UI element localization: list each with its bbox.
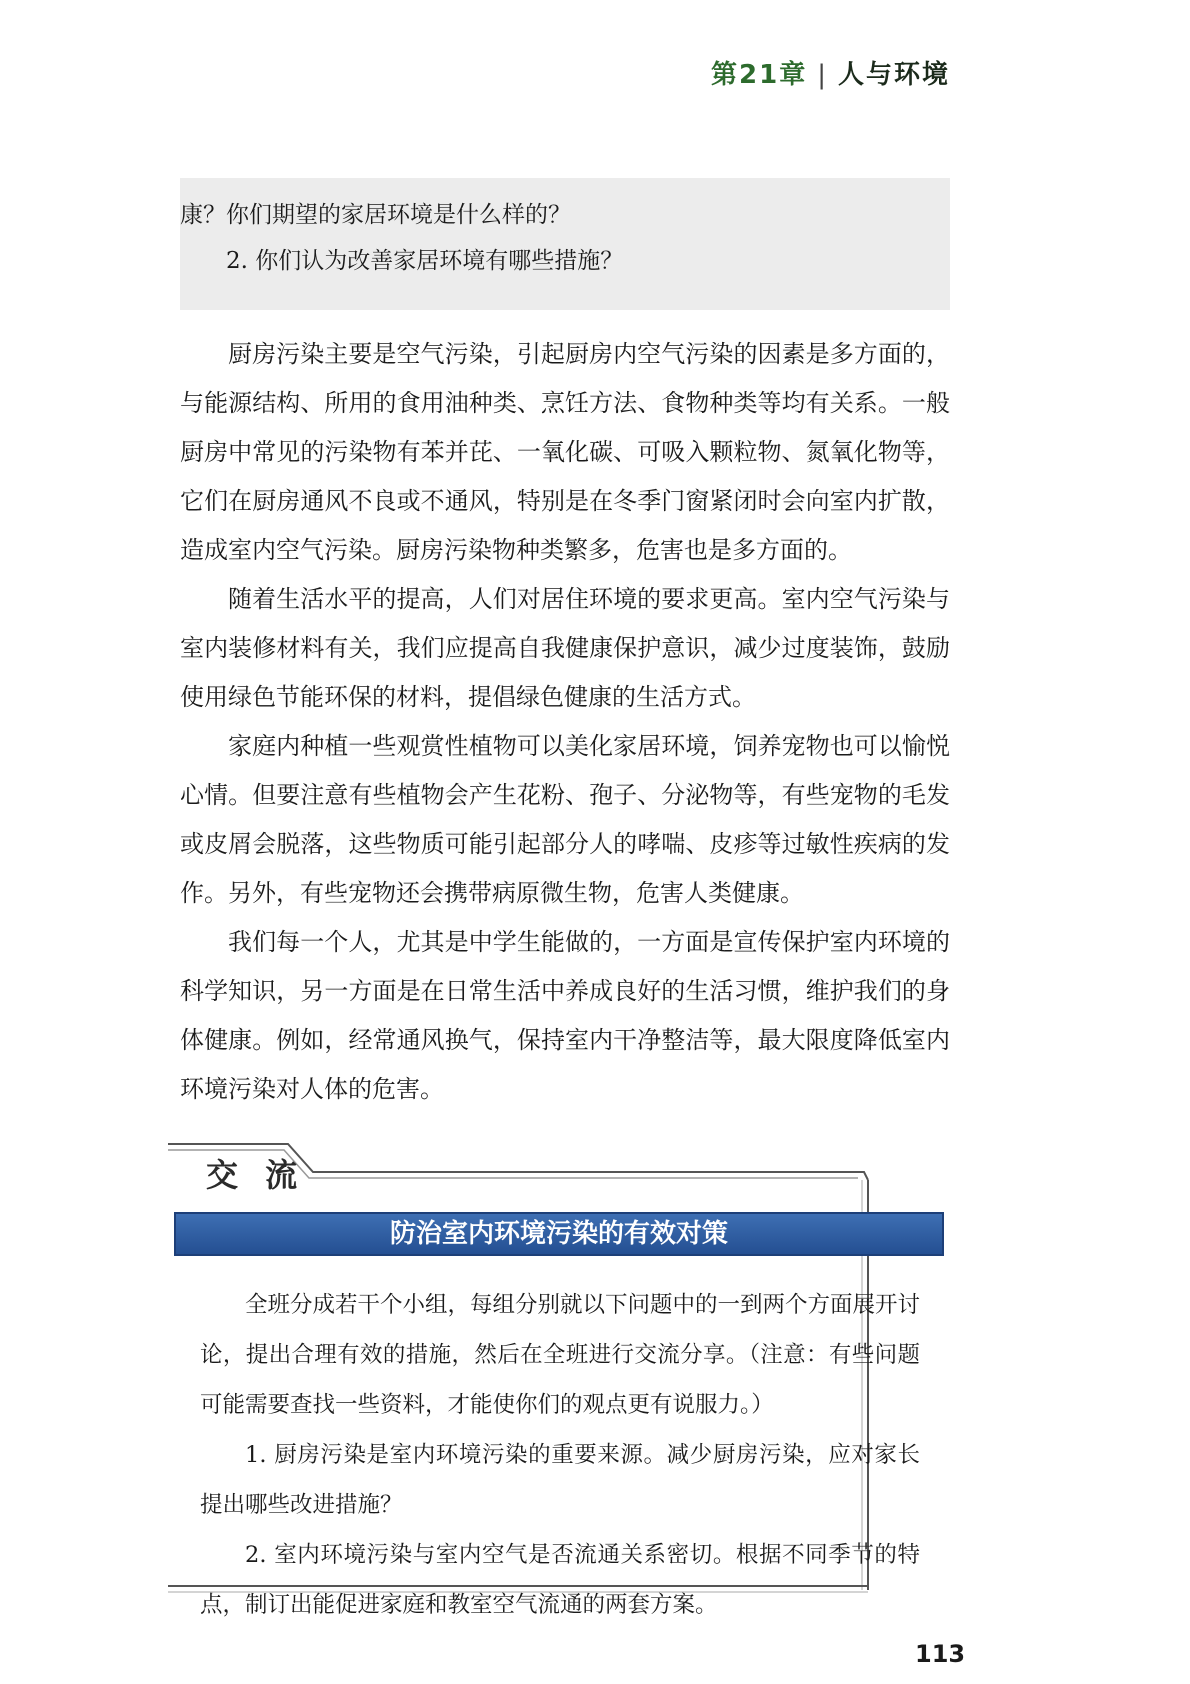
paragraph-living-standard: 随着生活水平的提高，人们对居住环境的要求更高。室内空气污染与室内装修材料有关，我们应提高自我健康保护意识，减少过度装饰，鼓励使用绿色节能环保的材料，提倡绿色健康的生活方式。 — [180, 585, 950, 711]
exchange-text — [200, 1280, 920, 1630]
chapter-number: 第21章 — [711, 60, 808, 90]
paragraph-kitchen-pollution: 厨房污染主要是空气污染，引起厨房内空气污染的因素是多方面的，与能源结构、所用的食用油种类、烹饪方法、食物种类等均有关系。一般厨房中常见的污染物有苯并芘、一氧化碳、可吸入颗粒物、氮氧化物等，它们在厨房通风不良或不通风，特别是在冬季门窗紧闭时会向室内扩散，造成室内空气污染。厨房污染物种类繁多，危害也是多方面的。 — [180, 340, 950, 564]
exchange-item-2: 2. 室内环境污染与室内空气是否流通关系密切。根据不同季节的特点，制订出能促进家庭和教室空气流通的两套方案。 — [200, 1542, 920, 1618]
chapter-title: 人与环境 — [837, 60, 950, 90]
body-text — [180, 330, 950, 1114]
paragraph-plants-pets: 家庭内种植一些观赏性植物可以美化家居环境，饲养宠物也可以愉悦心情。但要注意有些植物会产生花粉、孢子、分泌物等，有些宠物的毛发或皮屑会脱落，这些物质可能引起部分人的哮喘、皮疹等过敏性疾病的发作。另外，有些宠物还会携带病原微生物，危害人类健康。 — [180, 732, 950, 907]
chapter-header — [711, 54, 950, 91]
exchange-intro: 全班分成若干个小组，每组分别就以下问题中的一到两个方面展开讨论，提出合理有效的措施，然后在全班进行交流分享。（注意：有些问题可能需要查找一些资料，才能使你们的观点更有说服力。） — [200, 1292, 921, 1418]
header-separator: | — [817, 60, 828, 90]
question-line-2: 2. 你们认为改善家居环境有哪些措施？ — [226, 248, 624, 274]
activity-banner-title: 防治室内环境污染的有效对策 — [389, 1219, 728, 1249]
page-number: 113 — [915, 1640, 966, 1668]
exchange-item-1: 1. 厨房污染是室内环境污染的重要来源。减少厨房污染，应对家长提出哪些改进措施？ — [200, 1442, 920, 1518]
exchange-label: 交 流 — [206, 1156, 306, 1194]
paragraph-students-role: 我们每一个人，尤其是中学生能做的，一方面是宣传保护室内环境的科学知识，另一方面是在日常生活中养成良好的生活习惯，维护我们的身体健康。例如，经常通风换气，保持室内干净整洁等，最大限度降低室内环境污染对人体的危害。 — [180, 928, 950, 1103]
question-line-1: 康？你们期望的家居环境是什么样的？ — [180, 202, 571, 228]
